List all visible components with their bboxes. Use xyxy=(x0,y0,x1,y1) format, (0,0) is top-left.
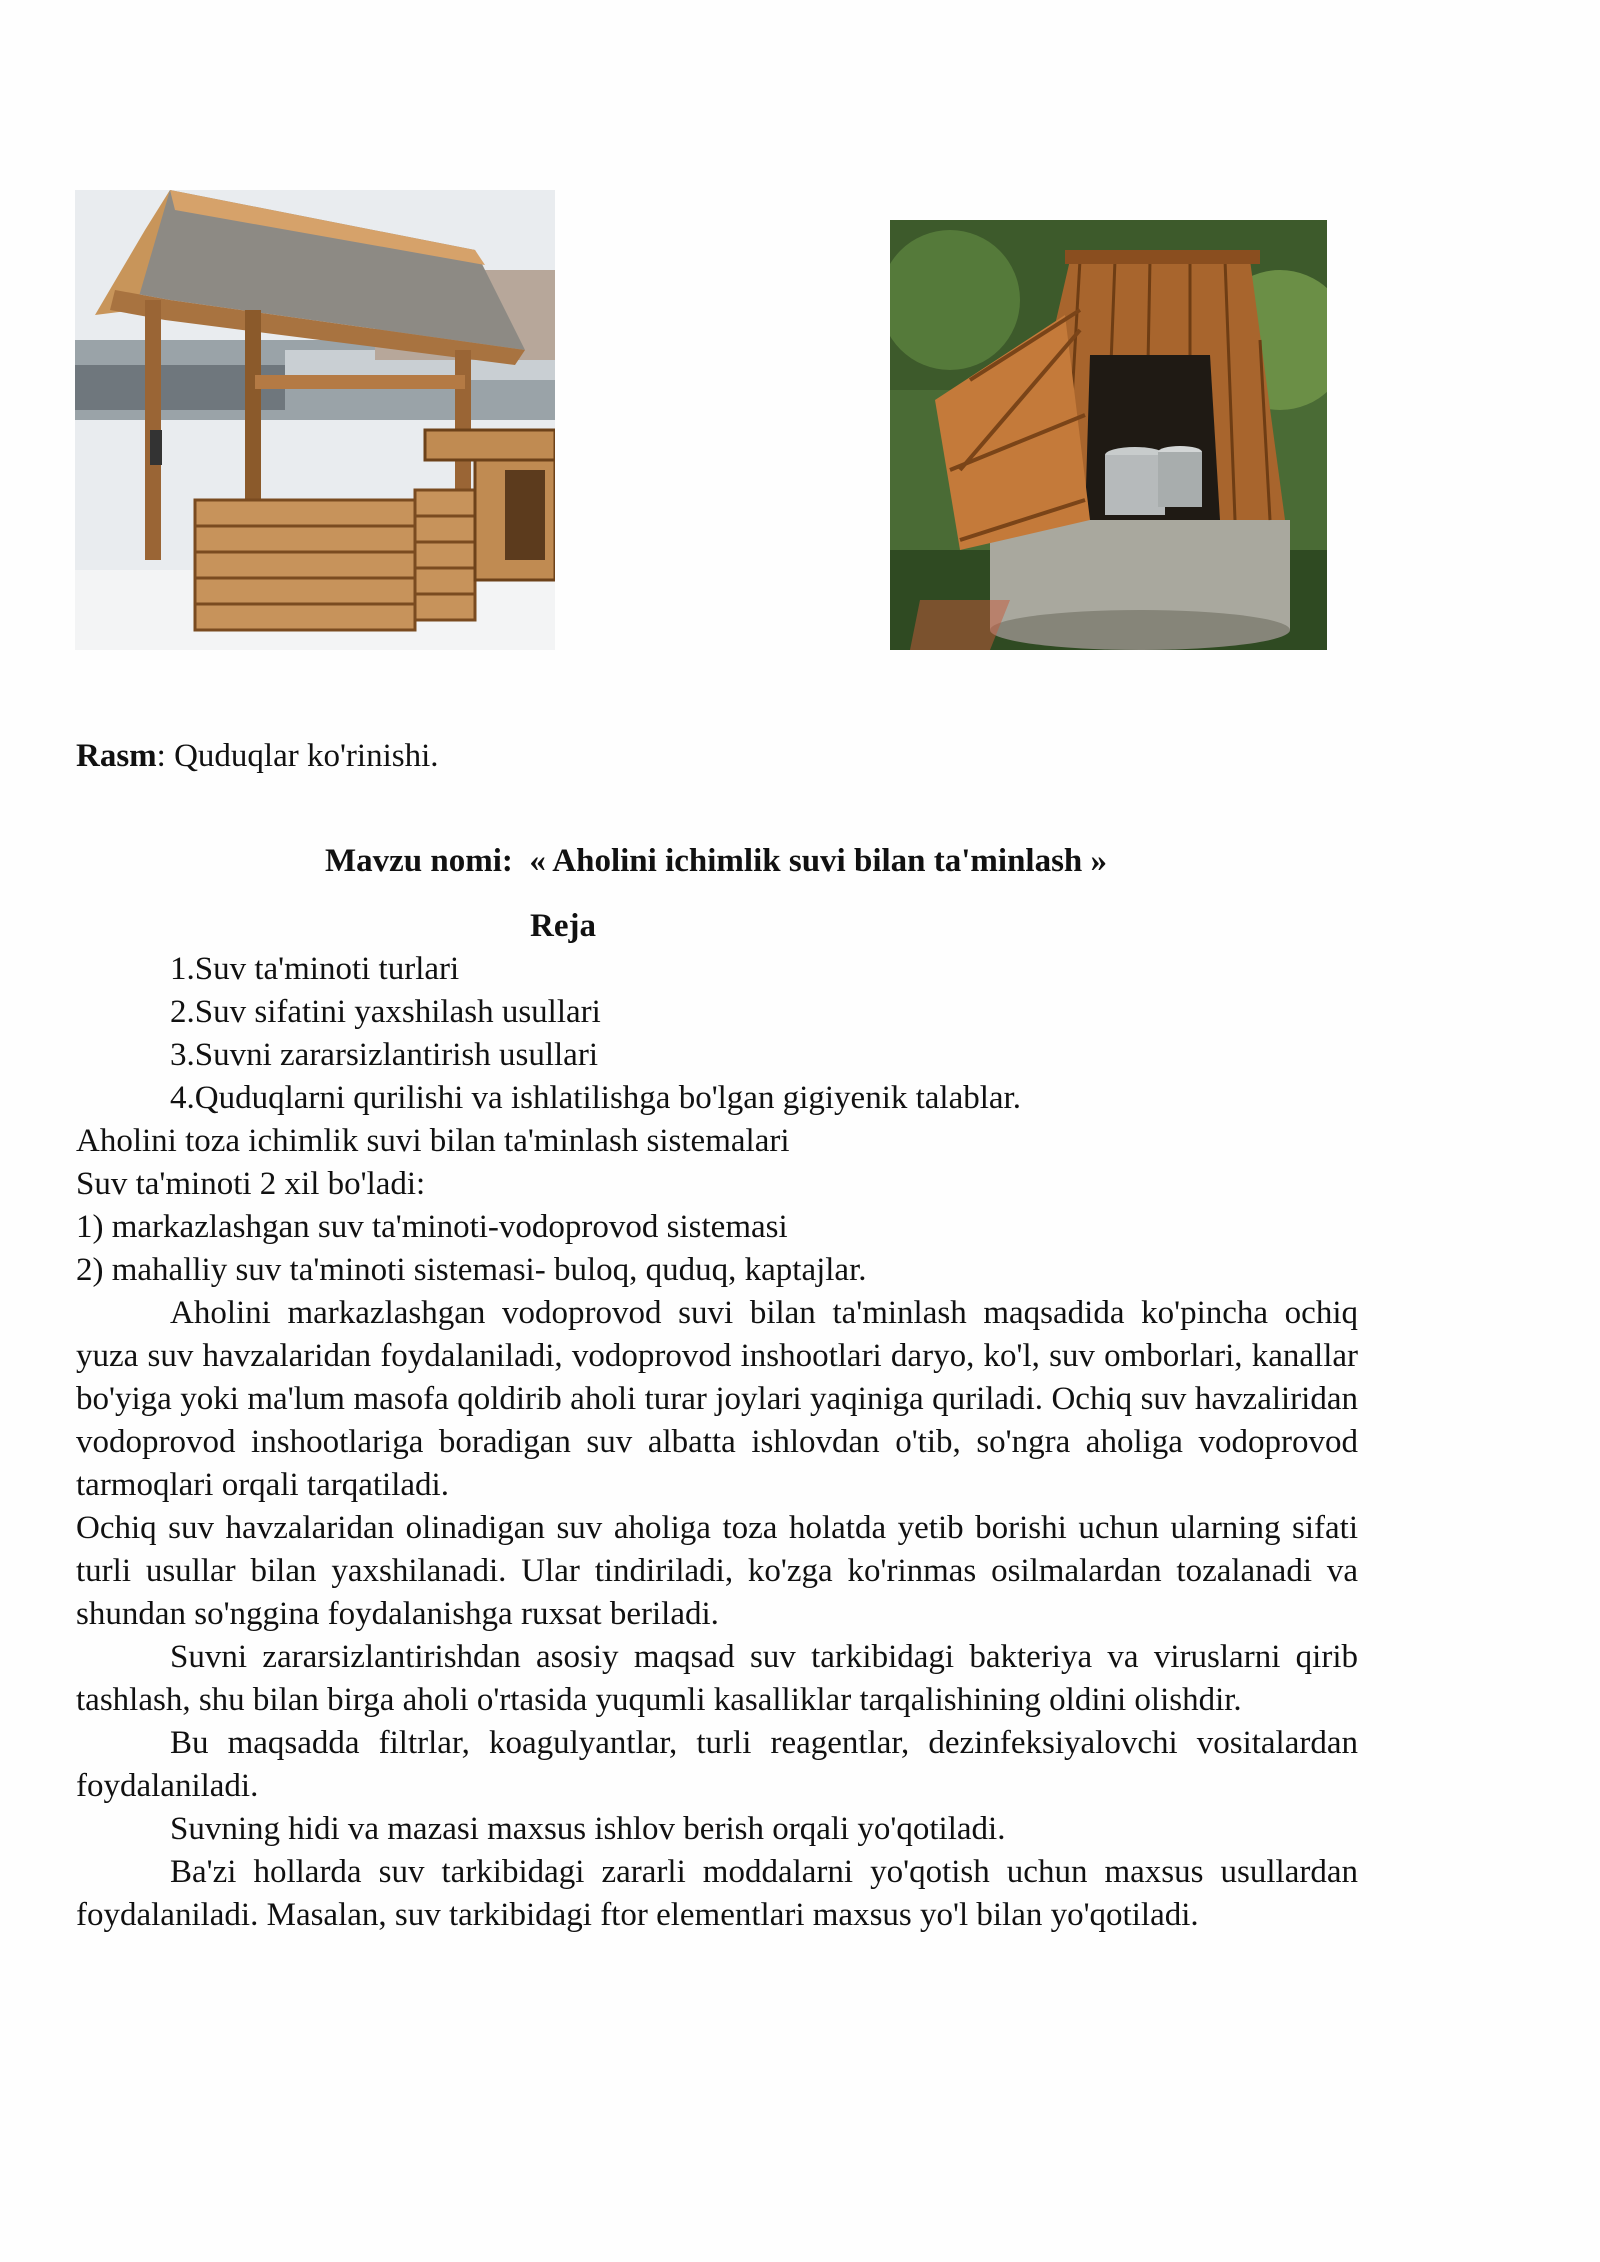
wooden-well-roof-image xyxy=(75,190,555,650)
body-paragraph: Suvni zararsizlantirishdan asosiy maqsad suv tarkibidagi bakteriya va viruslarni qirib tashlash, shu bilan birga aholi o'rtasida yuqumli kasalliklar tarqalishining oldini olishdir. xyxy=(76,1639,1358,1718)
body-paragraph: Suvning hidi va mazasi maxsus ishlov berish orqali yo'qotiladi. xyxy=(170,1811,1006,1847)
document-body xyxy=(76,948,1358,1937)
plan-item: 2.Suv sifatini yaxshilash usullari xyxy=(170,994,601,1030)
body-line: Aholini toza ichimlik suvi bilan ta'minlash sistemalari xyxy=(76,1123,790,1159)
wooden-well-bucket-image xyxy=(890,220,1327,650)
plan-item: 4.Quduqlarni qurilishi va ishlatilishga bo'lgan gigiyenik talablar. xyxy=(170,1080,1021,1116)
body-paragraph: Ochiq suv havzalaridan olinadigan suv aholiga toza holatda yetib borishi uchun ularning sifati turli usullar bilan yaxshilanadi. Ular tindiriladi, ko'zga ko'rinmas osilmalardan tozalanadi va shundan so'nggina foydalanishga ruxsat beriladi. xyxy=(76,1510,1358,1632)
topic-label: Mavzu nomi: xyxy=(324,843,513,879)
body-paragraph: Aholini markazlashgan vodoprovod suvi bilan ta'minlash maqsadida ko'pincha ochiq yuza suv havzalaridan foydalaniladi, vodoprovod inshootlari daryo, ko'l, suv omborlari, kanallar bo'yiga yoki ma'lum masofa qoldirib aholi turar joylari yaqiniga quriladi. Ochiq suv havzaliridan vodoprovod inshootlariga boradigan suv albatta ishlovdan o'tib, so'ngra aholiga vodoprovod tarmoqlari orqali tarqatiladi. xyxy=(76,1295,1358,1503)
body-paragraph: Bu maqsadda filtrlar, koagulyantlar, turli reagentlar, dezinfeksiyalovchi vositalardan foydalaniladi. xyxy=(76,1725,1358,1804)
body-line: 1) markazlashgan suv ta'minoti-vodoprovod sistemasi xyxy=(76,1209,788,1245)
plan-item: 1.Suv ta'minoti turlari xyxy=(170,951,460,987)
caption-text: : Quduqlar ko'rinishi. xyxy=(156,738,439,774)
plan-title: Reja xyxy=(530,908,596,944)
image-caption xyxy=(76,735,1358,778)
plan-item: 3.Suvni zararsizlantirish usullari xyxy=(170,1037,598,1073)
topic-heading xyxy=(0,843,1432,880)
body-paragraph: Ba'zi hollarda suv tarkibidagi zararli moddalarni yo'qotish uchun maxsus usullardan foydalaniladi. Masalan, suv tarkibidagi ftor elementlari maxsus yo'l bilan yo'qotiladi. xyxy=(76,1854,1358,1933)
body-line: Suv ta'minoti 2 xil bo'ladi: xyxy=(76,1166,426,1202)
caption-label: Rasm xyxy=(76,738,157,774)
topic-title: « Aholini ichimlik suvi bilan ta'minlash » xyxy=(529,843,1108,879)
body-line: 2) mahalliy suv ta'minoti sistemasi- buloq, quduq, kaptajlar. xyxy=(76,1252,867,1288)
